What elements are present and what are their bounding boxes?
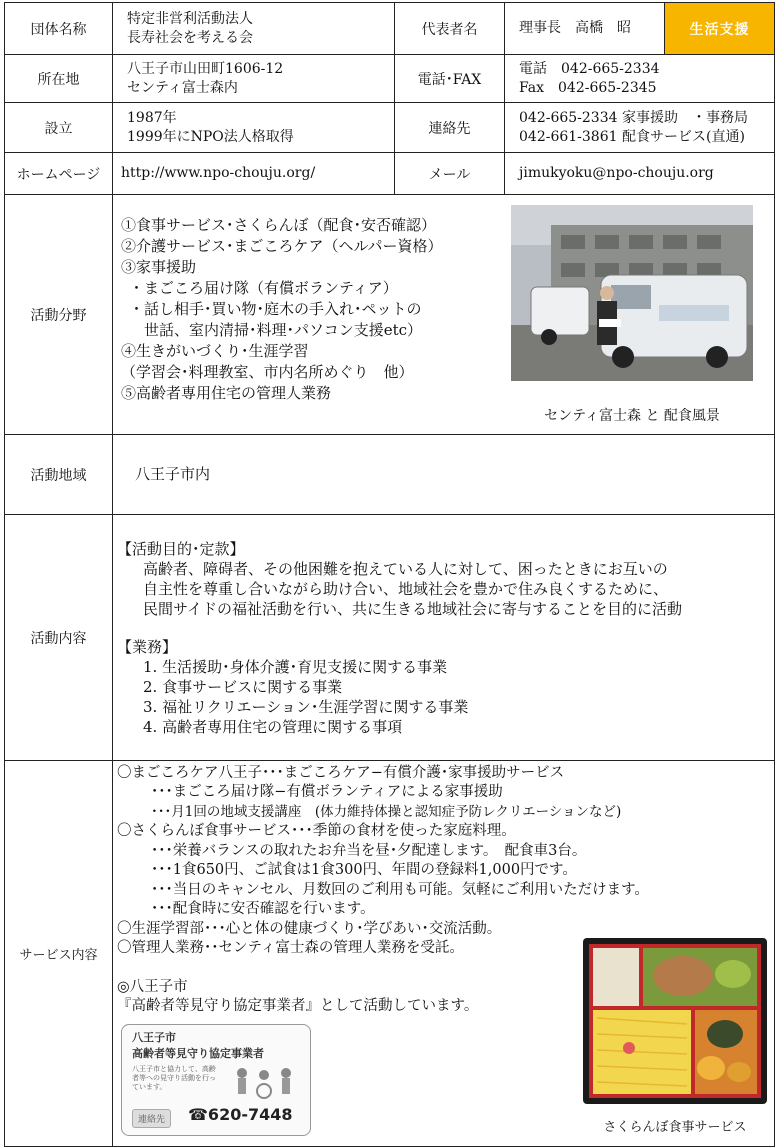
phone-fax-value (505, 55, 775, 103)
service-line: ◎八王子市 (117, 978, 188, 995)
organization-profile-sheet (4, 2, 774, 1142)
activity-line: ・話し相手･買い物･庭木の手入れ･ペットの (129, 299, 422, 318)
sticker-city: 八王子市 (132, 1030, 176, 1044)
founded-line-2: 1999年にNPO法人格取得 (127, 128, 294, 145)
purpose-heading: 【活動目的･定款】 (117, 539, 245, 558)
building-delivery-photo (511, 205, 753, 381)
row-services (5, 761, 775, 1147)
homepage-link[interactable]: http://www.npo-chouju.org/ (113, 153, 395, 195)
row-content (5, 515, 775, 761)
activity-line: ③家事援助 (121, 257, 197, 276)
sticker-title: 高齢者等見守り協定事業者 (132, 1046, 264, 1060)
row-founded (5, 103, 775, 153)
org-name-line-1: 特定非営利活動法人 (127, 10, 253, 27)
row-org-name (5, 3, 775, 55)
sticker-contact-badge: 連絡先 (132, 1109, 171, 1128)
activity-line: ⑤高齢者専用住宅の管理人業務 (121, 383, 332, 402)
address-line-2: センティ富士森内 (127, 79, 238, 96)
service-line: ･･･配食時に安否確認を行います。 (151, 901, 375, 917)
business-heading: 【業務】 (117, 637, 178, 656)
service-line: ･･･栄養バランスの取れたお弁当を昼･夕配達します。 配食車3台。 (151, 842, 587, 859)
service-line: ･･･まごころ届け隊−有償ボランティアによる家事援助 (151, 784, 503, 800)
activity-line: ・まごころ届け隊（有償ボランティア） (129, 278, 398, 297)
sticker-phone: ☎620-7448 (188, 1104, 293, 1124)
org-name-label: 団体名称 (5, 3, 113, 55)
area-value: 八王子市内 (113, 435, 775, 515)
service-line: 〇管理人業務･･センティ富士森の管理人業務を受託。 (117, 940, 464, 956)
service-line: ･･･1食650円、ご試食は1食300円、年間の登録料1,000円です。 (151, 862, 577, 878)
watch-agreement-sticker (121, 1024, 311, 1136)
sticker-text: 八王子市と協力して、高齢者等への見守り活動を行っています。 (132, 1064, 216, 1091)
founded-value (113, 103, 395, 153)
business-line: 3. 福祉リクリエーション･生涯学習に関する事業 (143, 697, 469, 716)
activity-fields-label: 活動分野 (5, 195, 113, 435)
activity-line: ①食事サービス･さくらんぼ（配食･安否確認） (121, 215, 437, 234)
people-illustration-icon (230, 1065, 300, 1099)
content-cell (113, 515, 775, 761)
founded-line-1: 1987年 (127, 109, 177, 126)
category-badge: 生活支援 (665, 3, 775, 55)
photo-caption: センティ富士森 と 配食風景 (544, 407, 720, 424)
bento-caption: さくらんぼ食事サービス (603, 1119, 747, 1135)
service-line: ･･･月1回の地域支援講座 (体力維持体操と認知症予防レクリエーションなど) (151, 803, 622, 820)
phone-fax-label: 電話･FAX (395, 55, 505, 103)
content-label: 活動内容 (5, 515, 113, 761)
representative-label: 代表者名 (395, 3, 505, 55)
mail-label: メール (395, 153, 505, 195)
homepage-label: ホームページ (5, 153, 113, 195)
service-line: 『高齢者等見守り協定事業者』として活動しています。 (117, 998, 479, 1014)
row-activity-fields (5, 195, 775, 435)
purpose-line: 民間サイドの福祉活動を行い、共に生きる地域社会に寄与することを目的に活動 (143, 599, 682, 618)
business-line: 4. 高齢者専用住宅の管理に関する事項 (143, 717, 403, 736)
address-value (113, 55, 395, 103)
activity-line: 世話、室内清掃･料理･パソコン支援etc） (129, 320, 423, 339)
row-web (5, 153, 775, 195)
address-label: 所在地 (5, 55, 113, 103)
business-line: 2. 食事サービスに関する事業 (143, 677, 343, 696)
activity-fields-cell (113, 195, 775, 435)
profile-table (4, 2, 775, 1147)
org-name-value (113, 3, 395, 55)
services-label: サービス内容 (5, 761, 113, 1147)
spacer (117, 619, 682, 637)
service-line: ･･･当日のキャンセル、月数回のご利用も可能。気軽にご利用いただけます。 (151, 881, 649, 898)
row-area (5, 435, 775, 515)
mail-link[interactable]: jimukyoku@npo-chouju.org (505, 153, 775, 195)
service-line: 〇まごころケア八王子･･･まごころケア−有償介護･家事援助サービス (117, 764, 565, 781)
activity-line: ②介護サービス･まごころケア（ヘルパー資格） (121, 236, 443, 255)
activity-line: ④生きがいづくり･生涯学習 (121, 341, 309, 360)
activity-fields-list (121, 215, 442, 404)
bento-box-photo (583, 938, 767, 1104)
purpose-line: 自主性を尊重し合いながら助け合い、地域社会を豊かで住み良くするために、 (143, 579, 669, 598)
activity-line: （学習会･料理教室、市内名所めぐり 他） (121, 362, 414, 381)
contact-line-2: 042-661-3861 配食サービス(直通) (519, 128, 745, 145)
content-text (117, 539, 682, 737)
services-text (117, 764, 649, 1017)
org-name-line-2: 長寿社会を考える会 (127, 29, 253, 46)
contact-value (505, 103, 775, 153)
contact-label: 連絡先 (395, 103, 505, 153)
phone-number: 電話 042-665-2334 (519, 60, 660, 77)
fax-number: Fax 042-665-2345 (519, 79, 657, 96)
address-line-1: 八王子市山田町1606-12 (127, 60, 284, 77)
contact-line-1: 042-665-2334 家事援助 ・事務局 (519, 109, 748, 126)
business-line: 1. 生活援助･身体介護･育児支援に関する事業 (143, 657, 448, 676)
services-cell (113, 761, 775, 1147)
spacer (117, 959, 649, 978)
representative-value: 理事長 高橋 昭 (505, 3, 665, 55)
founded-label: 設立 (5, 103, 113, 153)
area-label: 活動地域 (5, 435, 113, 515)
service-line: 〇さくらんぼ食事サービス･･･季節の食材を使った家庭料理。 (117, 823, 516, 839)
service-line: 〇生涯学習部･･･心と体の健康づくり･学びあい･交流活動。 (117, 920, 502, 937)
purpose-line: 高齢者、障碍者、その他困難を抱えている人に対して、困ったときにお互いの (143, 559, 668, 578)
row-address (5, 55, 775, 103)
